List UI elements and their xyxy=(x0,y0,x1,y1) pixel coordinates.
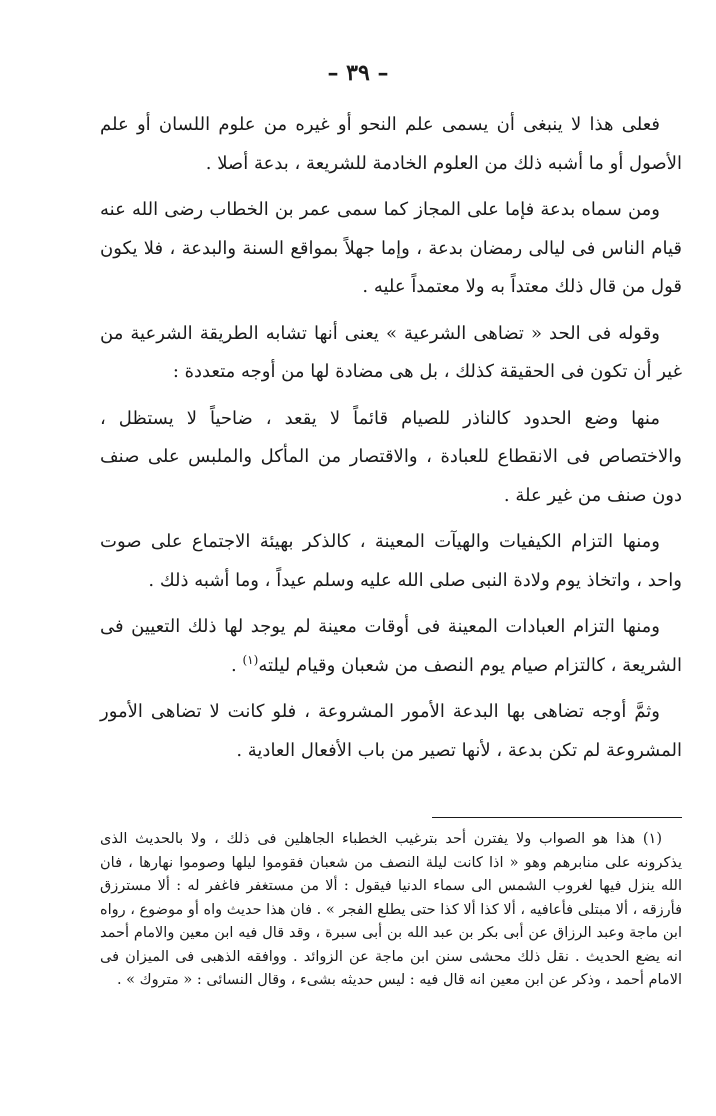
paragraph-6 xyxy=(100,608,682,685)
footnote-divider xyxy=(432,817,682,818)
paragraph-2: ومن سماه بدعة فإما على المجاز كما سمى عمر بن الخطاب رضى الله عنه قيام الناس فى ليالى رمضان بدعة ، وإما جهلاً بمواقع السنة والبدعة ، فلا يكون قول من قال ذلك معتداً به ولا معتمداً عليه . xyxy=(100,199,682,297)
footnote-reference[interactable]: (١) xyxy=(242,652,259,667)
page-number: – ٣٩ – xyxy=(327,60,389,86)
paragraph-3: وقوله فى الحد « تضاهى الشرعية » يعنى أنها تشابه الطريقة الشرعية من غير أن تكون فى الحقيقة كذلك ، بل هى مضادة لها من أوجه متعددة : xyxy=(100,322,682,382)
paragraph-7: وثمَّ أوجه تضاهى بها البدعة الأمور المشروعة ، فلو كانت لا تضاهى الأمور المشروعة لم تكن بدعة ، لأنها تصير من باب الأفعال العادية . xyxy=(100,701,682,761)
footnote-1: (١) هذا هو الصواب ولا يفترن أحد بترغيب الخطباء الجاهلين فى ذلك ، ولا بالحديث الذى يذكرونه على منابرهم وهو « اذا كانت ليلة النصف من شعبان فقوموا ليلها وصوموا نهارها ، فان الله ينزل فيها لغروب الشمس الى سماء الدنيا فيقول : ألا من مستغفر فاغفر له : ألا مسترزق فأرزقه ، ألا مبتلى فأعافيه ، ألا كذا ألا كذا حتى يطلع الفجر » . فان هذا حديث واه أو موضوع ، رواه ابن ماجة وعبد الرزاق عن أبى بكر بن عبد الله بن أبى سبرة ، وقد قال فيه ابن معين والامام أحمد انه يضع الحديث . نقل ذلك محشى سنن ابن ماجة عن الزوائد . ووافقه الذهبى فى الميزان فى الامام أحمد ، وذكر عن ابن معين انه قال فيه : ليس حديثه بشىء ، وقال النسائى : « متروك » . xyxy=(99,831,682,988)
paragraph-1: فعلى هذا لا ينبغى أن يسمى علم النحو أو غيره من علوم اللسان أو علم الأصول أو ما أشبه ذلك من العلوم الخادمة للشريعة ، بدعة أصلا . xyxy=(100,114,682,174)
paragraph-4: منها وضع الحدود كالناذر للصيام قائماً لا يقعد ، ضاحياً لا يستظل ، والاختصاص فى الانقطاع للعبادة ، والاقتصار من المأكل والملبس على صنف دون صنف من غير علة . xyxy=(100,407,682,506)
paragraph-5: ومنها التزام الكيفيات والهيآت المعينة ، كالذكر بهيئة الاجتماع على صوت واحد ، واتخاذ يوم ولادة النبى صلى الله عليه وسلم عيداً ، وما أشبه ذلك . xyxy=(100,531,682,591)
paragraph-6-end: . xyxy=(231,654,243,676)
footnotes xyxy=(100,828,682,993)
main-text xyxy=(100,106,682,778)
paragraph-6-text: ومنها التزام العبادات المعينة فى أوقات معينة لم يوجد لها ذلك التعيين فى الشريعة ، كالتزام صيام يوم النصف من شعبان وقيام ليلته xyxy=(100,616,682,676)
